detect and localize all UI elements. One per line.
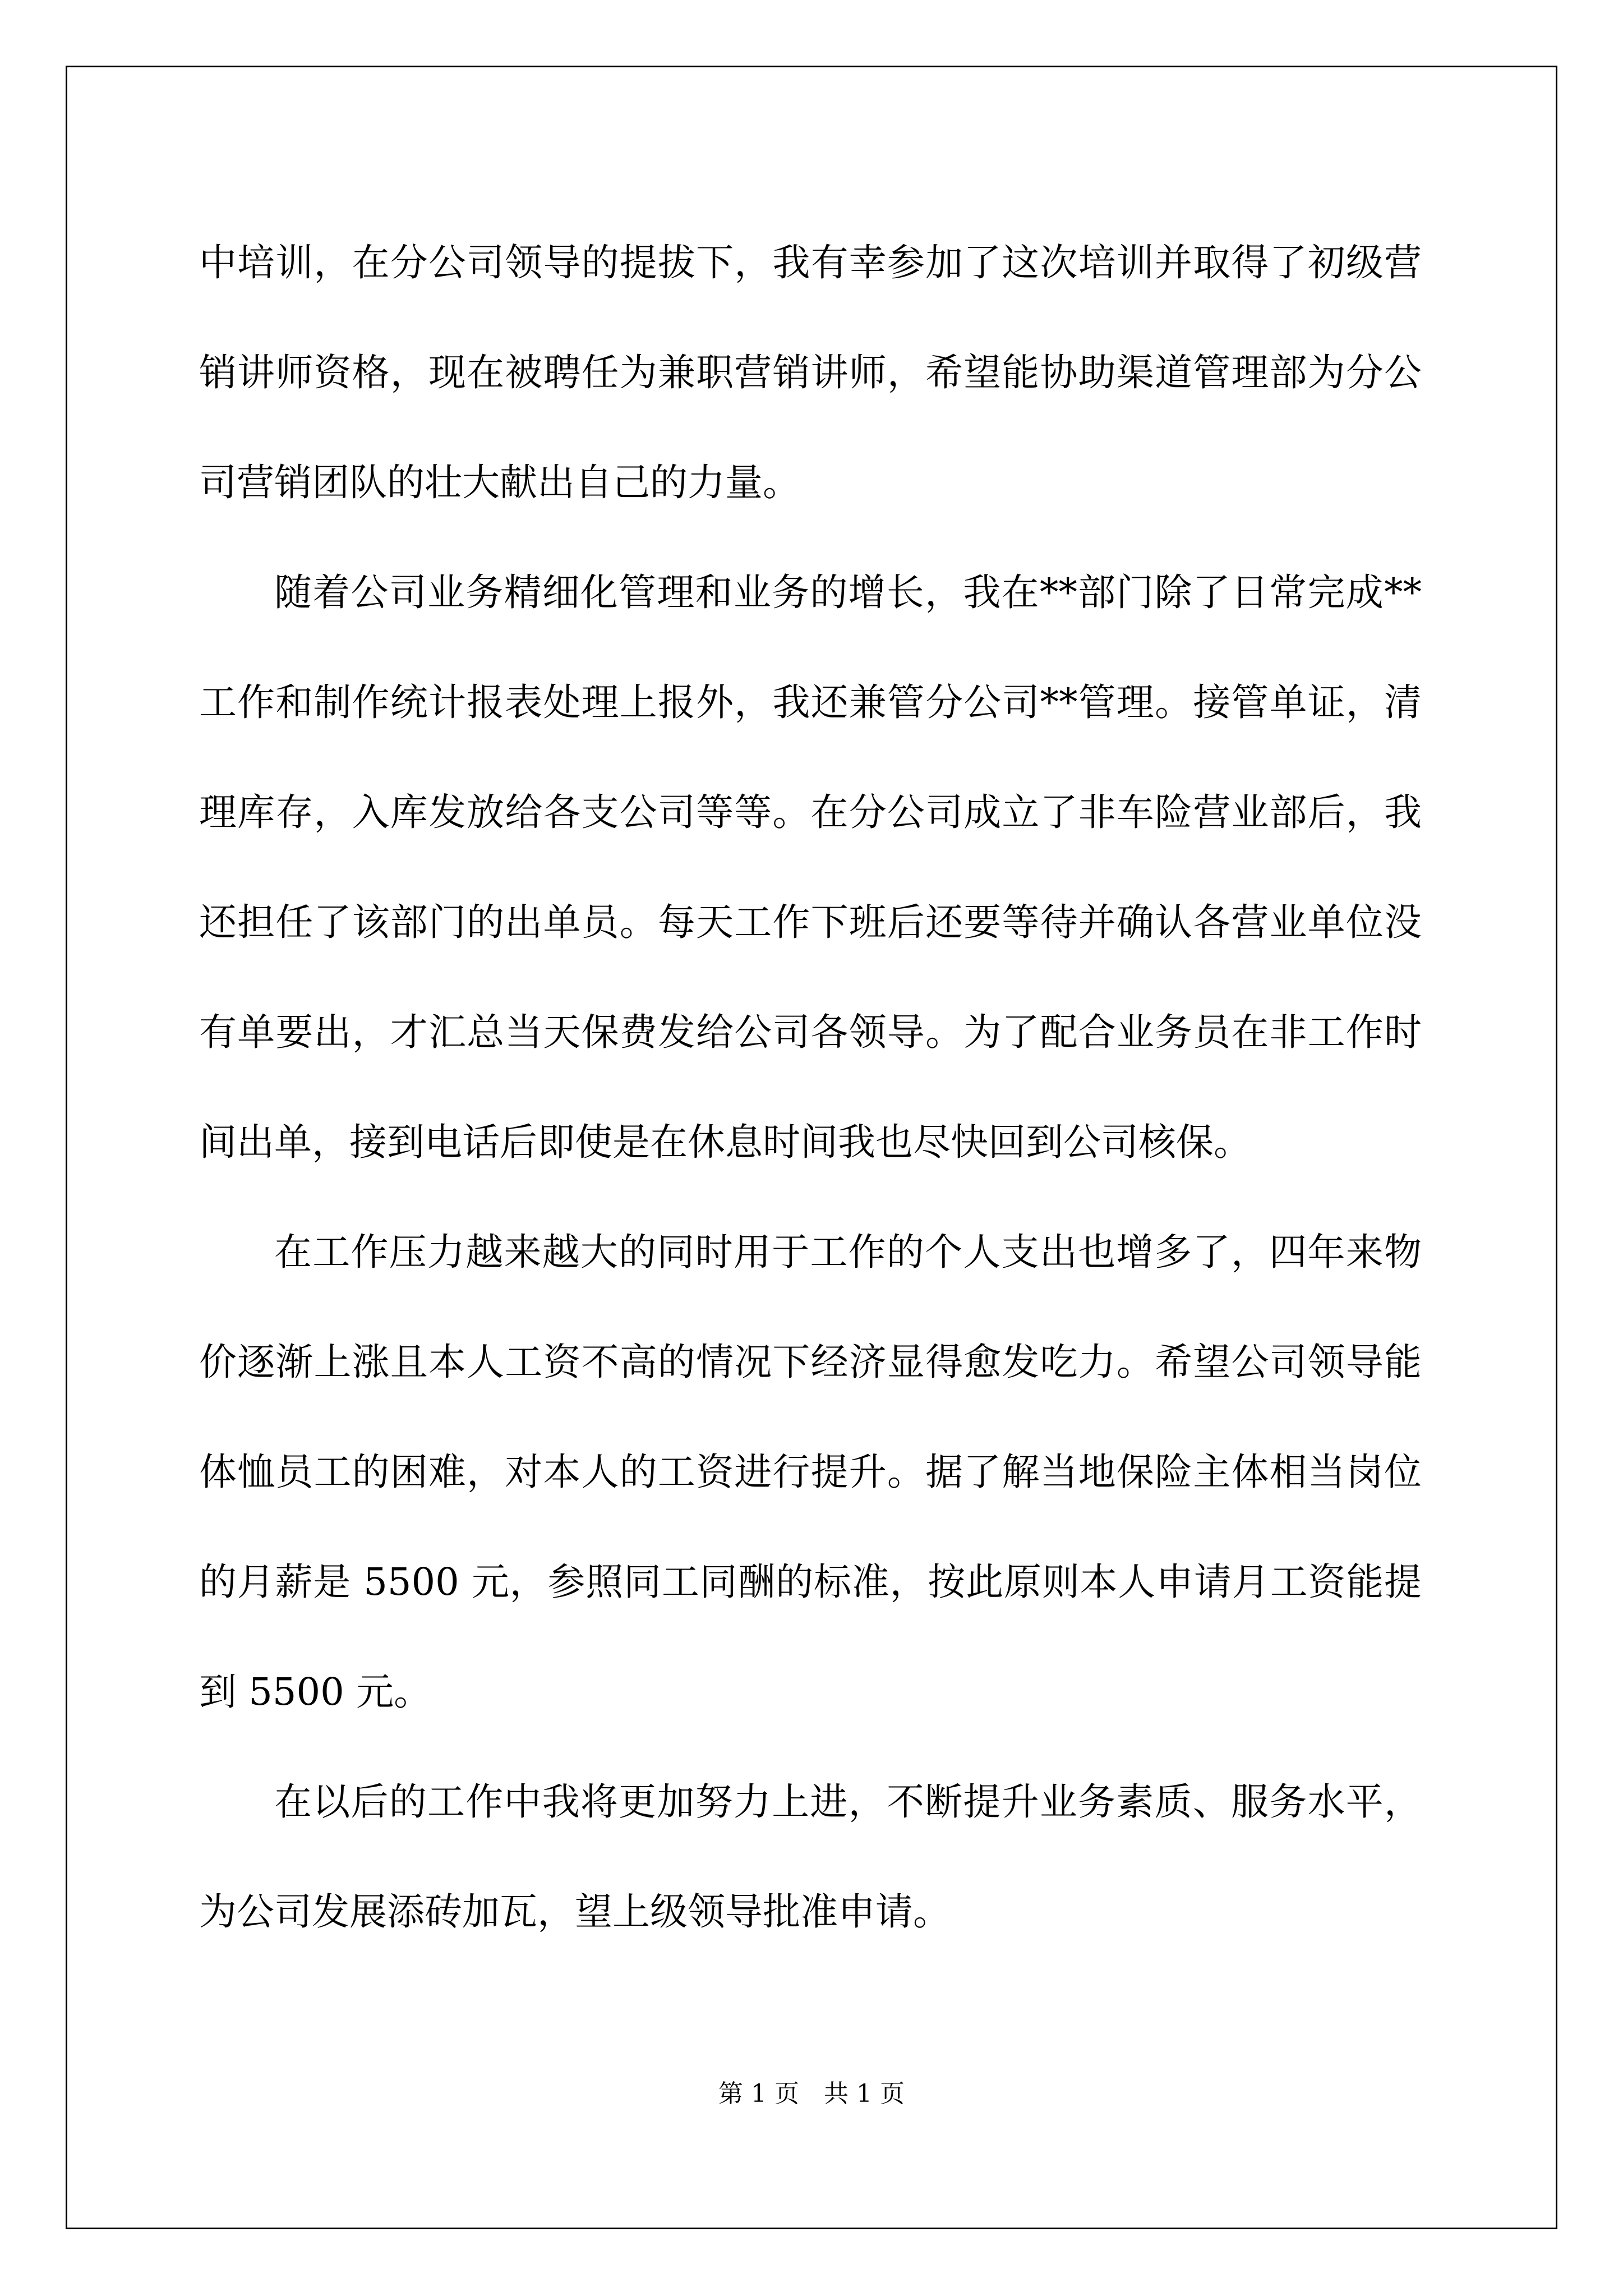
paragraph-3: 在工作压力越来越大的同时用于工作的个人支出也增多了，四年来物价逐渐上涨且本人工资不高的情况下经济显得愈发吃力。希望公司领导能体恤员工的困难，对本人的工资进行提升。据了解当地保险主体相当岗位的月薪是 5500 元，参照同工同酬的标准，按此原则本人申请月工资能提到 5500 元。 — [199, 1230, 1422, 1714]
paragraph-2: 随着公司业务精细化管理和业务的增长，我在**部门除了日常完成**工作和制作统计报表处理上报外，我还兼管分公司**管理。接管单证，清理库存，入库发放给各支公司等等。在分公司成立了非车险营业部后，我还担任了该部门的出单员。每天工作下班后还要等待并确认各营业单位没有单要出，才汇总当天保费发给公司各领导。为了配合业务员在非工作时间出单，接到电话后即使是在休息时间我也尽快回到公司核保。 — [199, 570, 1422, 1164]
document-body — [199, 208, 1422, 1967]
paragraph-4: 在以后的工作中我将更加努力上进，不断提升业务素质、服务水平，为公司发展添砖加瓦，望上级领导批准申请。 — [199, 1780, 1422, 1934]
page-footer: 第 1 页 共 1 页 — [718, 2079, 905, 2108]
paragraph-1: 中培训，在分公司领导的提拔下，我有幸参加了这次培训并取得了初级营销讲师资格，现在被聘任为兼职营销讲师，希望能协助渠道管理部为分公司营销团队的壮大献出自己的力量。 — [199, 241, 1422, 504]
